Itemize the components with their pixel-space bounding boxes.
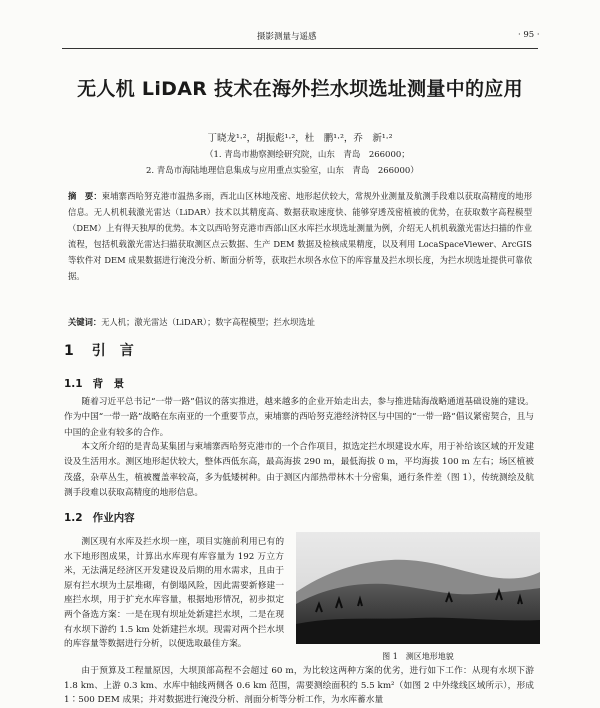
abstract-text: 柬埔寨西哈努克港市温热多雨，西北山区林地茂密、地形起伏较大，常规外业测量及航测手段难以获取高精度的地形信息。无人机机载激光雷达（LiDAR）技术以其精度高、数据获取速度快、能够穿透茂密植被的优势，在获取数字高程模型（DEM）上有得天独厚的优势。本文以西哈努克港市西部山区水库拦水坝选址测量为例，介绍无人机机载激光雷达扫描的作业流程，包括机载激光雷达扫描获取测区点云数据、生产 DEM 数据及检核成果精度，以及利用 LocaSpaceViewer、ArcGIS 等软件对 DEM 成果数据进行淹没分析、断面分析等，获取拦水坝各水位下的库容量及拦水坝长度，为拦水坝选址提供可靠依据。 [68, 191, 532, 281]
abstract [68, 188, 532, 284]
abstract-label: 摘 要： [68, 191, 102, 201]
page-number: · 95 · [518, 30, 540, 40]
subsection-title: 作业内容 [92, 512, 135, 524]
keywords-text: 无人机；激光雷达（LiDAR）；数字高程模型；拦水坝选址 [101, 317, 315, 327]
keywords-label: 关键词： [68, 317, 102, 327]
section-title: 引 言 [91, 343, 134, 359]
subsection-heading-1-1 [64, 376, 134, 391]
paper-title: 无人机 LiDAR 技术在海外拦水坝选址测量中的应用 [77, 78, 523, 100]
journal-name: 摄影测量与遥感 [257, 32, 317, 42]
figure-caption: 图 1 测区地形地貌 [382, 652, 454, 661]
section-heading-1 [64, 340, 152, 360]
header-rule [62, 48, 538, 49]
paragraph-project: 本文所介绍的是青岛某集团与柬埔寨西哈努克港市的一个合作项目，拟选定拦水坝建设水库，用于补给该区域的开发建设及生活用水。测区地形起伏较大，整体西低东高，最高海拔 290 m，最低海拔 0 m，平均海拔 100 m 左右；场区植被茂盛，杂草丛生，植被覆盖率较高，多为低矮树种。由于测区内部热带林木十分密集，通行条件差（图 1），传统测绘及航测手段难以获取高精度的地形信息。 [64, 442, 534, 498]
subsection-title: 背 景 [92, 378, 125, 390]
affiliation-2: 2. 青岛市海陆地理信息集成与应用重点实验室，山东 青岛 266000） [146, 166, 419, 176]
affiliation-1: （1. 青岛市勘察测绘研究院，山东 青岛 266000； [205, 150, 410, 160]
paragraph-analysis: 由于预算及工程量原因，大坝顶部高程不会超过 60 m，为比较这两种方案的优劣，进行如下工作：从现有水坝下游 1.8 km、上游 0.3 km、水库中轴线两侧各 0.6 km 范围，需要测绘面积约 5.5 km²（如图 2 中外缘线区域所示），形成 1∶500 DEM 成果；并对数据进行淹没分析、剖面分析等分析工作，为水库蓄水量 [64, 666, 534, 706]
section-number: 1 [64, 343, 74, 359]
author-list: 丁晓龙¹·²，胡振彪¹·²，杜 鹏¹·²，乔 新¹·² [207, 133, 393, 144]
figure-terrain-photo [296, 532, 540, 644]
terrain-photo-image [296, 532, 540, 644]
subsection-heading-1-2 [64, 510, 145, 525]
keywords [68, 316, 532, 328]
paragraph-work-content: 测区现有水库及拦水坝一座，项目实施前利用已有的水下地形图成果，计算出水库现有库容量为 192 万立方米，无法满足经济区开发建设及后期的用水需求，且由于原有拦水坝为土层堆砌，有倒塌风险，因此需要新修建一座拦水坝，用于扩充水库容量，根据地形情况，初步拟定两个备选方案：一是在现有坝址处新建拦水坝，二是在现有水坝下游约 1.5 km 处新建拦水坝。现需对两个拦水坝的库容量等数据进行分析，以便选取最佳方案。 [64, 537, 284, 650]
subsection-number: 1.1 [64, 378, 83, 390]
paragraph-background: 随着习近平总书记“一带一路”倡议的落实推进，越来越多的企业开始走出去，参与推进陆海战略通道基础设施的建设。作为中国“一带一路”战略在东南亚的一个重要节点，柬埔寨的西哈努克港经济特区与中国的“一带一路”倡议紧密契合，且与中国的企业有较多的合作。 [64, 397, 534, 438]
subsection-number: 1.2 [64, 512, 83, 524]
